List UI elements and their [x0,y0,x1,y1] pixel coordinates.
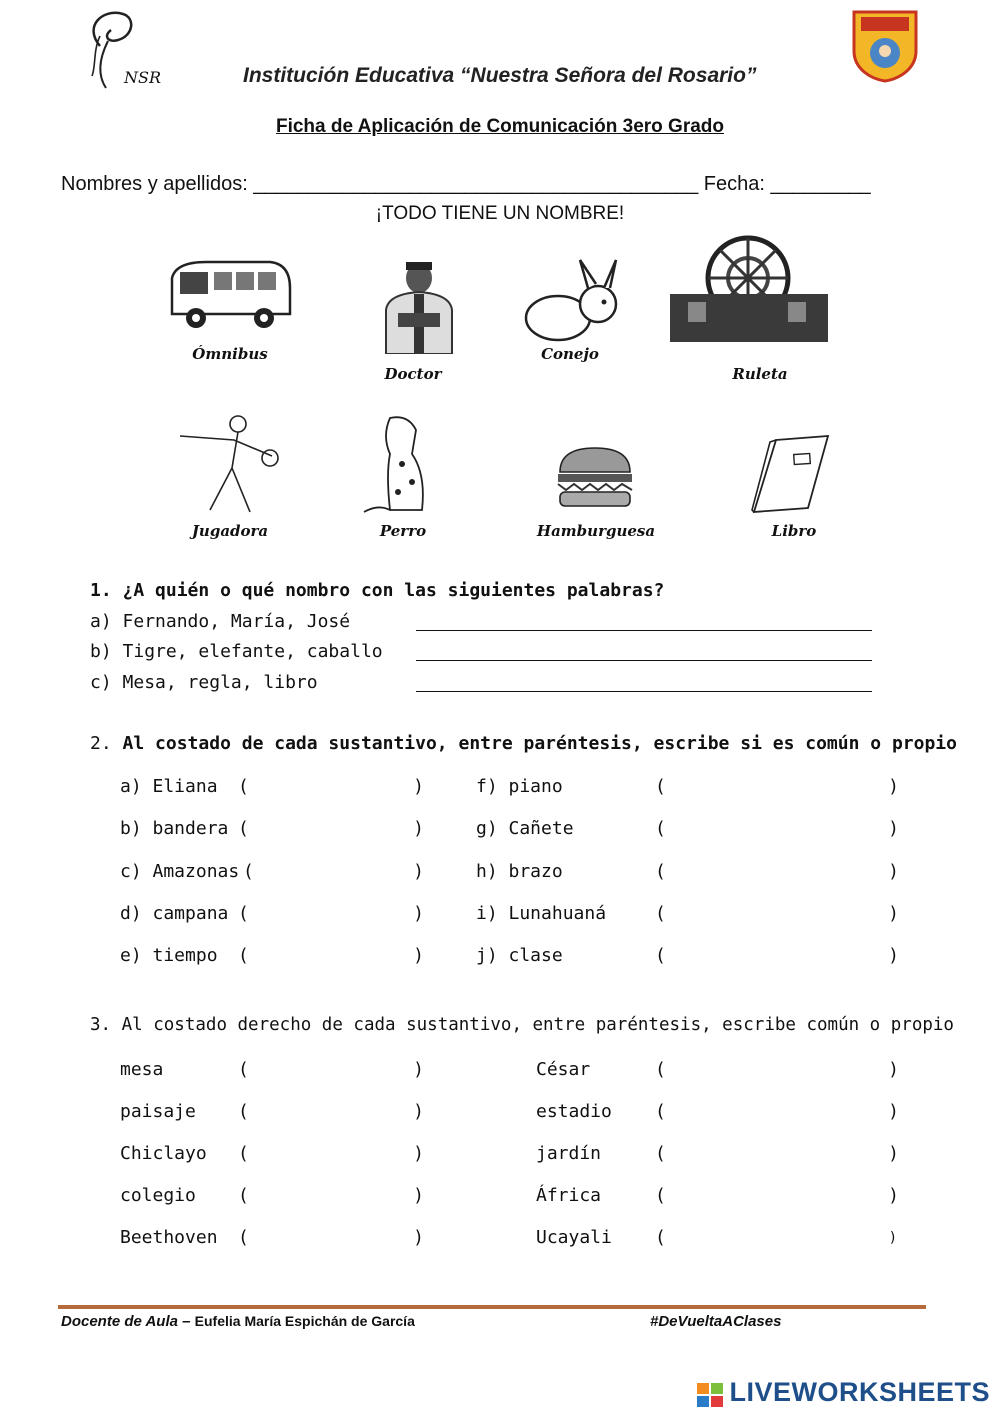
paren-open: ( [238,818,249,839]
q3-right-3: África [536,1185,602,1206]
player-icon [176,412,282,520]
q2-answer-j[interactable] [655,945,903,966]
q3-answer-colegio[interactable] [238,1185,428,1206]
worksheet-subtitle: Ficha de Aplicación de Comunicación 3ero Grado [275,116,724,137]
q3-answer-estadio[interactable] [655,1101,903,1122]
paren-close: ) [888,1101,899,1122]
q3-left-3: colegio [120,1185,196,1206]
q1-answer-c-line[interactable] [416,691,872,692]
q3-left-1: paisaje [120,1101,196,1122]
q2-left-1: b) bandera [120,818,229,839]
paren-open: ( [238,903,249,924]
caption-omnibus: Ómnibus [192,345,268,363]
paren-open: ( [238,945,249,966]
q1-title [90,580,664,601]
q1-letter-b: b) [90,641,112,662]
q3-answer-ucayali[interactable] [655,1227,903,1248]
q1-item-b [90,641,383,662]
q1-text-b: Tigre, elefante, caballo [122,641,383,662]
institution-name: Institución Educativa “Nuestra Señora del Rosario” [243,64,757,87]
q2-right-1: g) Cañete [476,818,574,839]
paren-close: ) [413,861,424,882]
paren-close: ) [888,1185,899,1206]
book-icon [750,434,832,514]
q2-left-3: d) campana [120,903,229,924]
q2-right-3: i) Lunahuaná [476,903,607,924]
paren-open: ( [238,1185,249,1206]
q1-answer-b-line[interactable] [416,660,872,661]
caption-hamburguesa: Hamburguesa [536,522,656,540]
caption-libro: Libro [771,522,817,540]
paren-close: ) [413,1101,424,1122]
school-crest [851,9,919,83]
q1-item-a [90,611,350,632]
caption-conejo: Conejo [541,345,599,363]
q2-left-0: a) Eliana [120,776,218,797]
footer-teacher [61,1313,415,1330]
logo-text: NSR [124,68,162,87]
rabbit-icon [518,256,626,346]
paren-open: ( [238,1059,249,1080]
q3-right-2: jardín [536,1143,602,1164]
paren-open: ( [655,1101,666,1122]
caption-jugadora: Jugadora [191,522,269,540]
section-heading: ¡TODO TIENE UN NOMBRE! [375,203,625,224]
paren-open: ( [655,776,666,797]
paren-open: ( [238,1101,249,1122]
paren-open: ( [655,945,666,966]
q3-answer-chiclayo[interactable] [238,1143,428,1164]
q2-left-4: e) tiempo [120,945,218,966]
footer-hashtag: #DeVueltaAClases [650,1313,782,1330]
q2-text: Al costado de cada sustantivo, entre paréntesis, escribe si es común o propio [122,733,957,754]
paren-close: ) [413,903,424,924]
paren-close: ) [888,861,899,882]
dog-icon [360,414,442,518]
q1-text-a: Fernando, María, José [122,611,351,632]
bus-picture [166,258,294,333]
rabbit-picture [518,256,626,346]
q2-number: 2. [90,733,112,754]
paren-open: ( [238,1143,249,1164]
footer-rule [58,1305,926,1309]
paren-open: ( [655,861,666,882]
q2-right-2: h) brazo [476,861,563,882]
q3-answer-mesa[interactable] [238,1059,428,1080]
q1-number: 1. [90,580,112,601]
player-picture [176,412,282,520]
bus-icon [166,258,294,333]
paren-open: ( [243,861,254,882]
paren-open: ( [238,1227,249,1248]
liveworksheets-watermark[interactable]: LIVEWORKSHEETS [729,1377,990,1407]
q2-right-0: f) piano [476,776,563,797]
q3-left-2: Chiclayo [120,1143,207,1164]
q3-right-1: estadio [536,1101,612,1122]
q2-left-2: c) Amazonas [120,861,240,882]
q2-answer-c[interactable] [243,861,428,882]
q1-answer-a-line[interactable] [416,630,872,631]
paren-close: ) [413,1059,424,1080]
paren-open: ( [238,776,249,797]
q2-right-4: j) clase [476,945,563,966]
q2-title [90,733,957,754]
q2-answer-b[interactable] [238,818,428,839]
q3-answer-beethoven[interactable] [238,1227,428,1248]
q3-right-0: César [536,1059,591,1080]
paren-close: ) [413,1185,424,1206]
q2-answer-d[interactable] [238,903,428,924]
liveworksheets-logo-icon [697,1383,723,1407]
caption-perro: Perro [379,522,427,540]
paren-close: ) [888,776,899,797]
q3-answer-cesar[interactable] [655,1059,903,1080]
q2-answer-h[interactable] [655,861,903,882]
caption-doctor: Doctor [384,365,442,383]
paren-close: ) [888,1143,899,1164]
dog-picture [360,414,442,518]
paren-close: ) [413,1227,424,1248]
footer-teacher-name: Eufelia María Espichán de García [194,1313,415,1329]
paren-close: ) [413,818,424,839]
doctor-picture [376,258,462,354]
q1-item-c [90,672,318,693]
q3-answer-africa[interactable] [655,1185,903,1206]
q3-left-0: mesa [120,1059,164,1080]
name-date-field[interactable]: Nombres y apellidos: ________________________________________ Fecha: _________ [61,173,871,195]
paren-open: ( [655,1059,666,1080]
paren-open: ( [655,903,666,924]
paren-open: ( [655,818,666,839]
q2-answer-g[interactable] [655,818,903,839]
q1-text-c: Mesa, regla, libro [122,672,318,693]
crest-shield-icon [851,9,919,83]
q3-text: Al costado derecho de cada sustantivo, entre paréntesis, escribe común o propio [121,1015,954,1035]
q2-answer-a[interactable] [238,776,428,797]
q2-answer-f[interactable] [655,776,903,797]
paren-close: ) [888,903,899,924]
paren-close: ) [888,945,899,966]
ferris-wheel-icon [668,234,830,344]
paren-close: ) [888,818,899,839]
q2-answer-i[interactable] [655,903,903,924]
paren-open: ( [655,1143,666,1164]
q2-answer-e[interactable] [238,945,428,966]
q1-text: ¿A quién o qué nombro con las siguientes palabras? [122,580,665,601]
paren-close: ) [413,945,424,966]
q1-letter-c: c) [90,672,112,693]
caption-ruleta: Ruleta [732,365,788,383]
paren-open: ( [655,1227,666,1248]
q3-answer-jardin[interactable] [655,1143,903,1164]
footer-teacher-label: Docente de Aula – [61,1313,191,1330]
paren-close: ) [413,1143,424,1164]
school-logo [78,6,178,94]
paren-close: ) [888,1230,897,1246]
q3-number: 3. [90,1015,112,1035]
ferris-wheel-picture [668,234,830,344]
paren-close: ) [413,776,424,797]
q3-title [90,1015,954,1035]
doctor-icon [376,258,462,354]
q1-letter-a: a) [90,611,112,632]
q3-left-4: Beethoven [120,1227,218,1248]
paren-open: ( [655,1185,666,1206]
book-picture [750,434,832,514]
paren-close: ) [888,1059,899,1080]
q3-answer-paisaje[interactable] [238,1101,428,1122]
q3-right-4: Ucayali [536,1227,612,1248]
hamburger-picture [556,446,634,508]
hamburger-icon [556,446,634,508]
